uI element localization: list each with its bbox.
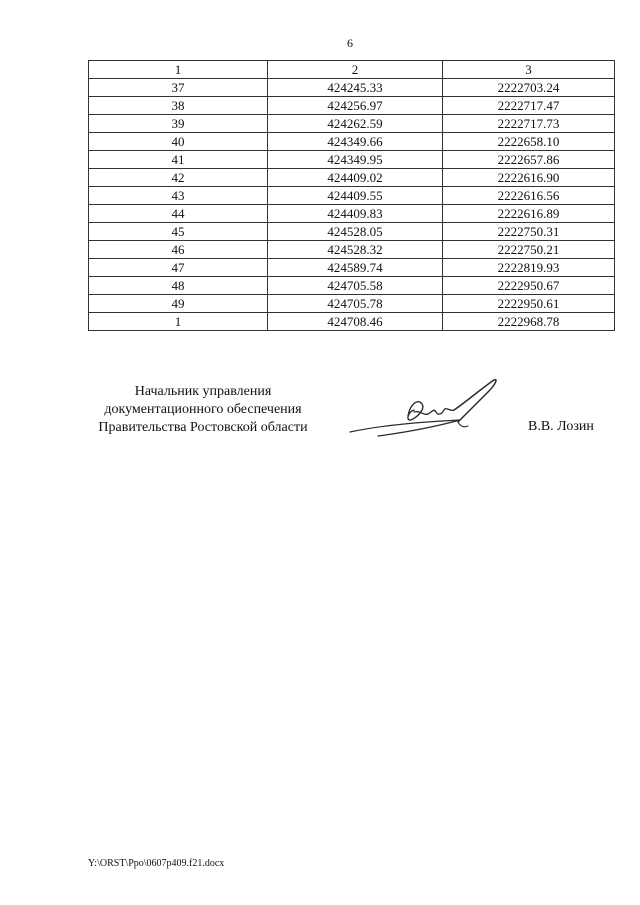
table-row	[89, 151, 615, 169]
point-cell: 44	[89, 205, 268, 223]
table-row	[89, 169, 615, 187]
x-coordinate-cell: 424409.02	[268, 169, 443, 187]
table-row	[89, 313, 615, 331]
point-cell: 46	[89, 241, 268, 259]
table-header-row	[89, 61, 615, 79]
header-cell-y: 3	[443, 61, 615, 79]
y-coordinate-cell: 2222750.21	[443, 241, 615, 259]
x-coordinate-cell: 424349.95	[268, 151, 443, 169]
coordinates-table	[88, 60, 615, 331]
header-cell-point: 1	[89, 61, 268, 79]
table-row	[89, 259, 615, 277]
point-cell: 40	[89, 133, 268, 151]
table-row	[89, 223, 615, 241]
y-coordinate-cell: 2222717.47	[443, 97, 615, 115]
table-row	[89, 79, 615, 97]
y-coordinate-cell: 2222616.89	[443, 205, 615, 223]
signer-title-line-1: Начальник управления	[134, 384, 272, 399]
x-coordinate-cell: 424528.05	[268, 223, 443, 241]
point-cell: 49	[89, 295, 268, 313]
x-coordinate-cell: 424409.83	[268, 205, 443, 223]
x-coordinate-cell: 424708.46	[268, 313, 443, 331]
table-row	[89, 277, 615, 295]
y-coordinate-cell: 2222750.31	[443, 223, 615, 241]
table-row	[89, 133, 615, 151]
signature-stroke-rise	[454, 380, 496, 422]
point-cell: 39	[89, 115, 268, 133]
signer-title	[88, 383, 318, 437]
x-coordinate-cell: 424245.33	[268, 79, 443, 97]
y-coordinate-cell: 2222950.67	[443, 277, 615, 295]
y-coordinate-cell: 2222950.61	[443, 295, 615, 313]
table-row	[89, 241, 615, 259]
point-cell: 38	[89, 97, 268, 115]
table-row	[89, 295, 615, 313]
signer-title-line-3: Правительства Ростовской области	[98, 420, 308, 435]
y-coordinate-cell: 2222657.86	[443, 151, 615, 169]
table-row	[89, 115, 615, 133]
x-coordinate-cell: 424589.74	[268, 259, 443, 277]
point-cell: 48	[89, 277, 268, 295]
page-number: 6	[347, 36, 353, 50]
signature-stroke-underline	[350, 420, 460, 436]
signer-name: В.В. Лозин	[528, 419, 594, 434]
y-coordinate-cell: 2222703.24	[443, 79, 615, 97]
signer-title-line-2: документационного обеспечения	[104, 402, 302, 417]
signature-stroke-loop	[408, 402, 423, 420]
x-coordinate-cell: 424349.66	[268, 133, 443, 151]
header-cell-x: 2	[268, 61, 443, 79]
x-coordinate-cell: 424409.55	[268, 187, 443, 205]
table-row	[89, 187, 615, 205]
y-coordinate-cell: 2222968.78	[443, 313, 615, 331]
point-cell: 41	[89, 151, 268, 169]
y-coordinate-cell: 2222717.73	[443, 115, 615, 133]
point-cell: 45	[89, 223, 268, 241]
table-row	[89, 205, 615, 223]
point-cell: 37	[89, 79, 268, 97]
signature-stroke-tail	[458, 422, 468, 427]
file-path-footer: Y:\ORST\Ppo\0607p409.f21.docx	[88, 858, 225, 869]
x-coordinate-cell: 424705.58	[268, 277, 443, 295]
x-coordinate-cell: 424256.97	[268, 97, 443, 115]
point-cell: 42	[89, 169, 268, 187]
x-coordinate-cell: 424262.59	[268, 115, 443, 133]
table-row	[89, 97, 615, 115]
x-coordinate-cell: 424528.32	[268, 241, 443, 259]
point-cell: 47	[89, 259, 268, 277]
y-coordinate-cell: 2222819.93	[443, 259, 615, 277]
x-coordinate-cell: 424705.78	[268, 295, 443, 313]
table-body	[89, 79, 615, 331]
point-cell: 43	[89, 187, 268, 205]
handwritten-signature	[348, 376, 508, 444]
point-cell: 1	[89, 313, 268, 331]
y-coordinate-cell: 2222616.56	[443, 187, 615, 205]
y-coordinate-cell: 2222658.10	[443, 133, 615, 151]
y-coordinate-cell: 2222616.90	[443, 169, 615, 187]
